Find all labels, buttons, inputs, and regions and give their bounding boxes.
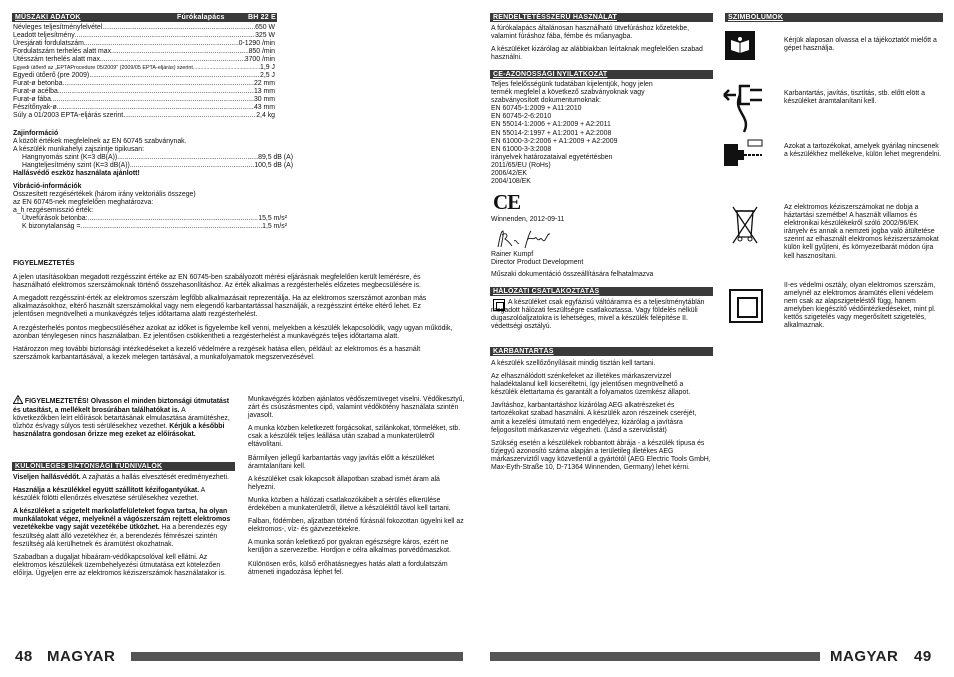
ce-line: Teljes felelősségünk tudatában kijelentjük, hogy jelen (491, 81, 653, 88)
read-manual-icon (725, 31, 755, 60)
class-ii-icon (729, 289, 763, 323)
ce-line: EN 61000-3-3:2008 (491, 145, 552, 153)
spec-row: Üresjárati fordulatszám ..... 0-1290 /min (13, 40, 275, 48)
spec-row: Fészítőnyak-ø ..... 43 mm (13, 104, 275, 112)
signer-role: Director Product Development (491, 259, 584, 266)
footer-bar-right (490, 652, 820, 661)
noise-title: Zajinformáció (13, 130, 59, 137)
warning-text: A következőkben leírt előírások betartásának elmulasztása áramütéshez, tűzhöz és/vagy súlyos testi sérülésekhez vezethet. (13, 407, 230, 431)
spec-row: Névleges teljesítményfelvétel ..... 650 W (13, 24, 275, 32)
szimbolumok-header (725, 13, 943, 22)
spec-header-model: BH 22 E (248, 14, 276, 21)
safety-p6: Falban, födémben, aljzatban történő fúrásnál fokozottan ügyelni kell az elektromos-, víz- és gázvezetékekre. (248, 518, 464, 534)
karbantartas-p4: Szükség esetén a készülékek robbantott ábrája - a készülék típusa és tízjegyű azonosító száma alapján a területileg illetékes AEG márkaszerviztől vagy közvetlenül a gyártótól (AEG Electric Tools GmbH, Max-Eyth-Straße 10, D-71364 Winnenden, Germany) lehet kérni. (491, 439, 711, 472)
symbol-desc-4: Az elektromos kéziszerszámokat ne dobja a háztartási szemétbe! A használt villamos és elektronikai készülékekről szóló 2002/96/EK irányelv és annak a nemzeti jogba való átültetése szerint az elhasznált elektromos kéziszerszámokat külön kell gyűjteni, és környezetbarát módon újra kell hasznosítani. (784, 204, 939, 260)
safety-p3: Bármilyen jellegű karbantartás vagy javítás előtt a készüléket áramtalanítani kell. (248, 454, 435, 470)
halozati-p1: A készüléket csak egyfázisú váltóáramra és a teljesítménytáblán megadott hálózati feszültségre csatlakoztassa. Vagy földelés nélküli dugaszolóaljzatokra is lehetséges, mivel a készülék felépítése II. védettségi osztályú. (491, 299, 705, 331)
vibration-line: Összesített rezgésértékek (három irány vektoriális összege) (13, 191, 196, 198)
halozati-header (490, 287, 713, 296)
karbantartas-p3: Javításhoz, karbantartáshoz kizárólag AEG alkatrészeket és tartozékokat szabad használni. A készülék azon részeinek cseréjét, amit a kezelési útmutató nem engedélyez, kizárólag a javításra feljogosított márkaszerviz végezheti. (Lásd a szervizlistát) (491, 402, 697, 434)
symbol-desc-1: Kérjük alaposan olvassa el a tájékoztatót mielőtt a gépet használja. (784, 37, 937, 53)
safety-p4: A készüléket csak kikapcsolt állapotban szabad ismét áram alá helyezni. (248, 475, 440, 491)
page-number-left: 48 (15, 648, 33, 665)
symbol-desc-5: II-es védelmi osztály, olyan elektromos szerszám, amelynél az elektromos áramütés elleni védelem nem csak az alapszigeteléstől függ, hanem amelyben kiegészítő védőintézkedéseket, mint pl. kettős szigetelés vagy megerősített szigetelés, alkalmaznak. (784, 282, 936, 330)
vibration-section (13, 183, 287, 231)
figyelmeztetes-section (13, 260, 453, 367)
ce-line: termék megfelel a következő szabványoknak vagy (491, 89, 645, 97)
ce-line: EN 60745-1:2009 + A11:2010 (491, 105, 582, 113)
spec-row: Furat-ø acélba ..... 13 mm (13, 88, 275, 96)
vibration-row: K bizonytalanság = ..... 1,5 m/s² (13, 223, 287, 231)
accessory-icon (722, 136, 766, 179)
noise-section (13, 130, 293, 178)
ce-line: szabványosított dokumentumoknak: (491, 97, 601, 105)
unplug-icon (722, 82, 766, 139)
ce-mark-icon: CE (493, 190, 521, 214)
page-number-right: 49 (914, 648, 932, 665)
figyelmeztetes-p2: A megadott rezgésszint-érték az elektromos szerszám legfőbb alkalmazásait reprezentálja. Ha az elektromos szerszámot azonban más alkalmazásokhoz, eltérő használt szerszámokkal vagy nem elegendő karbantartással használják, a rezgésszint értéke eltérő lehet. Ez jelentősen megnövelheti a munkavégzés teljes időtartama alatti rezgésterhelést. (13, 295, 427, 319)
halozati-section (491, 299, 711, 336)
spec-header-title: MŰSZAKI ADATOK (15, 14, 81, 21)
spec-table (13, 24, 275, 120)
rendeltetes-title: RENDELTETÉSSZERŰ HASZNÁLAT (493, 14, 617, 21)
noise-line: A közölt értékek megfelelnek az EN 60745 szabványnak. (13, 138, 187, 145)
spec-row: Súly a 01/2003 EPTA-eljárás szerint ..... 2,4 kg (13, 112, 275, 120)
language-label-right: MAGYAR (830, 648, 899, 665)
halozati-title: HÁLÓZATI CSATLAKOZTATÁS (493, 288, 600, 295)
rendeltetes-p2: A készüléket kizárólag az alábbiakban leírtaknak megfelelően szabad használni. (491, 46, 703, 62)
left-footer (13, 649, 463, 664)
safety-p5: Munka közben a hálózati csatlakozókábelt a sérülés elkerülése érdekében a munkaterületről, illetve a készüléktől távol kell tartani. (248, 496, 451, 513)
karbantartas-p1: A készülék szellőzőnyílásait mindig tisztán kell tartani. (491, 360, 656, 367)
ce-section (491, 81, 711, 186)
rendeltetes-section (491, 25, 711, 67)
ce-place-date: Winnenden, 2012-09-11 (491, 216, 565, 223)
rendeltetes-p1: A fúrókalapács általánosan használható ütvefúráshoz kőzetekbe, valamint fúráshoz fába, fémbe és műanyagba. (491, 25, 690, 41)
szimbolumok-title: SZIMBÓLUMOK (728, 14, 784, 21)
figyelmeztetes-p1: A jelen utasításokban megadott rezgésszint értéke az EN 60745-ben szabályozott mérési eljárásnak megfelelően került lemérésre, és használható elektromos szerszámoknak történő összehasonlításhoz. Az érték alkalmas a rezgésterhelés előzetes megbecsülésére is. (13, 274, 421, 290)
kulonleges-section (13, 474, 233, 583)
karbantartas-title: KARBANTARTÁS (493, 348, 554, 355)
karbantartas-p2: Az elhasználódott szénkefeket az illetékes márkaszervizzel haladéktalanul kell kicseréltetni, így jelentősen megnövelhető a készülék élettartama és garantált a folyamatos üzemkész állapot. (491, 373, 691, 397)
vibration-line: az EN 60745-nek megfelelően meghatározva: (13, 199, 154, 206)
safety-p2: A munka közben keletkezett forgácsokat, szilánkokat, törmeléket, stb. csak a készülék teljes leállása után szabad a munkaterületről eltávolítani. (248, 425, 461, 449)
ce-title: CE-AZONOSSÁGI NYILATKOZAT (493, 71, 608, 78)
kulonleges-p4: Szabadban a dugaljat hibaáram-védőkapcsolóval kell ellátni. Az elektromos készülékek üzembehelyezési útmutatása ezt kötelezően előírja. Ügyeljen erre az elektromos kéziszerszámok használatakor is. (13, 553, 226, 577)
ce-line: EN 60745-2-6:2010 (491, 113, 552, 121)
right-footer (490, 649, 942, 664)
ce-line: EN 55014-1:2006 + A1:2009 + A2:2011 (491, 121, 611, 129)
figyelmeztetes-p3: A rezgésterhelés pontos megbecsüléséhez azokat az időket is figyelembe kell venni, melyekben a készülék lekapcsolódik, vagy ugyan működik, azonban ténylegesen nincs használatban. Ez jelentősen csökkentheti a rezgésterhelést a munkavégzés teljes időtartama alatt. (13, 324, 453, 340)
ce-line: irányelvek határozataival egyetértésben (491, 153, 613, 161)
warning-triangle-icon (13, 395, 23, 407)
noise-warning: Hallásvédő eszköz használata ajánlott! (13, 170, 140, 177)
warning-block (13, 395, 233, 439)
ce-line: 2004/108/EK (491, 178, 531, 186)
spec-row: Egyedi ütőerő (pre 2009) ..... 2,5 J (13, 72, 275, 80)
safety-column (248, 396, 468, 582)
kulonleges-header (12, 462, 235, 471)
kulonleges-p1: Viseljen hallásvédőt. A zajhatás a hallás elvesztését eredményezheti. (13, 474, 229, 481)
ce-line: EN 61000-3-2:2006 + A1:2009 + A2:2009 (491, 137, 618, 145)
karbantartas-header (490, 347, 713, 356)
noise-line: A készülék munkahelyi zajszintje tipikusan: (13, 146, 144, 153)
ce-line: EN 55014-2:1997 + A1:2001 + A2:2008 (491, 129, 612, 137)
spec-row: Leadott teljesítmény ..... 325 W (13, 32, 275, 40)
rendeltetes-header (490, 13, 713, 22)
language-label-left: MAGYAR (47, 648, 116, 665)
weee-bin-icon (730, 203, 760, 250)
spec-row: Egyedi ütőerő az „EPTAProcedure 05/2009” (2009/05 EPTA-eljárás) szerint ..... 1,9 J (13, 64, 275, 72)
vibration-row: Ütvefúrások betonba: ..... 15,5 m/s² (13, 215, 287, 223)
karbantartas-section (491, 360, 711, 477)
ce-authorized: Műszaki dokumentáció összeállítására felhatalmazva (491, 271, 654, 278)
kulonleges-title: KÜLÖNLEGES BIZTONSÁGI TUDNIVALÓK (15, 463, 163, 470)
safety-p8: Különösen erős, külső erőhatásnegyes hatás alatt a fordulatszám átmeneti ingadozása léphet fel. (248, 560, 448, 576)
symbol-desc-2: Karbantartás, javítás, tisztítás, stb. előtt elött a készüléket áramtalanítani kell. (784, 90, 925, 106)
warning-keep-text: Kérjük a későbbi használatra gondosan őrizze meg ezeket az előírásokat. (13, 423, 225, 439)
spec-row: Furat-ø fába ..... 30 mm (13, 96, 275, 104)
symbol-desc-3: Azokat a tartozékokat, amelyek gyárilag nincsenek a készülékhez mellékelve, külön lehet megrendelni. (784, 143, 942, 159)
ce-line: 2011/65/EU (RoHs) (491, 161, 551, 169)
spec-row: Furat-ø betonba ..... 22 mm (13, 80, 275, 88)
spec-header (12, 13, 277, 22)
spec-row: Fordulatszám terhelés alatt max. ..... 850 /min (13, 48, 275, 56)
kulonleges-p2: Használja a készülékkel együtt szállított kézifogantyúkat. A készülék fölötti ellenőrzés elvesztése sérülésekhez vezethet. (13, 487, 205, 503)
footer-bar-left (131, 652, 463, 661)
vibration-title: Vibráció-információk (13, 183, 82, 190)
safety-p1: Munkavégzés közben ajánlatos védőszemüveget viselni. Védőkesztyű, zárt és csúszásmentes cipő, valamint védőkötény használata szintén javasolt. (248, 396, 465, 420)
spec-header-type: Fúrókalapács (177, 14, 225, 21)
figyelmeztetes-p4: Határozzon meg további biztonsági intézkedéseket a kezelő védelmére a rezgések hatása ellen, például: az elektromos és a használt szerszámok karbantartásával, a kezek melegen tartásával, a munkafolyamatok megszervezésével. (13, 345, 421, 361)
kulonleges-p3: A készüléket a szigetelt markolatfelületeket fogva tartsa, ha olyan munkálatokat végez, melyeknél a vágószerszám rejtett elektromos vezetékekbe vagy saját vezetékébe ütközhet. Ha a berendezés egy feszültség alatt álló vezetékhez ér, a berendezés fémrészei szintén feszültség alá kerülhetnek és áramütést okozhatnak. (13, 508, 231, 548)
signer-name: Rainer Kumpf (491, 251, 534, 258)
figyelmeztetes-title: FIGYELMEZTETÉS (13, 260, 75, 267)
ce-header (490, 70, 713, 79)
noise-row: Hangteljesítmény szint (K=3 dB(A)) ..... 100,5 dB (A) (13, 162, 293, 170)
noise-row: Hangnyomás szint (K=3 dB(A)) ..... 89,5 dB (A) (13, 154, 293, 162)
ce-line: 2006/42/EK (491, 170, 528, 178)
vibration-line: a_h rezgésemisszió érték: (13, 207, 94, 214)
safety-p7: A munka során keletkező por gyakran egészségre káros, ezért ne kerüljön a szervezetbe. Hordjon e célra alkalmas porvédőmaszkot. (248, 539, 451, 555)
warning-bold-text: FIGYELMEZTETÉS! Olvasson el minden biztonsági útmutatást és utasítást, a mellékelt brosúrában találhatókat is. (13, 398, 229, 415)
spec-row: Ütésszám terhelés alatt max. ..... 3700 /min (13, 56, 275, 64)
